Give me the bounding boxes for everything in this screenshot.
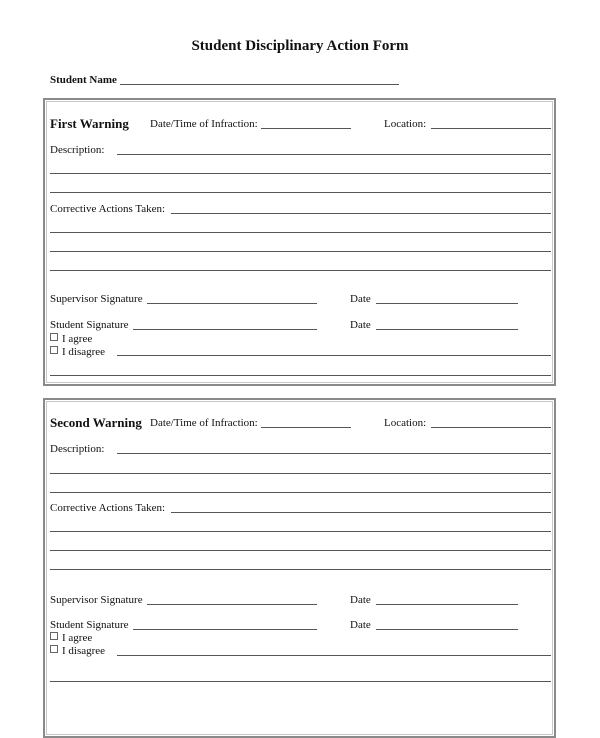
corrective-actions-label: Corrective Actions Taken: [50,203,166,215]
agree-checkbox[interactable] [50,333,58,341]
form-title: Student Disciplinary Action Form [191,38,409,54]
disagree-label: I disagree [62,346,106,358]
date-time-label: Date/Time of Infraction: [150,118,258,130]
supervisor-signature-field[interactable] [147,303,317,304]
section-heading: First Warning [50,116,129,131]
first-warning-section [43,98,556,386]
agree-option[interactable] [50,333,92,345]
section-inner-border [46,101,553,383]
corrective-actions-line[interactable] [50,531,551,532]
description-field[interactable] [117,453,551,454]
location-field[interactable] [431,427,551,428]
student-date-field[interactable] [376,329,518,330]
supervisor-date-label: Date [350,594,371,606]
corrective-actions-line[interactable] [50,569,551,570]
supervisor-date-field[interactable] [376,303,518,304]
supervisor-signature-label: Supervisor Signature [50,293,143,305]
section-inner-border [46,401,553,735]
date-time-label: Date/Time of Infraction: [150,417,258,429]
agree-label: I agree [62,632,93,644]
disagree-option[interactable] [50,346,105,358]
student-signature-label: Student Signature [50,619,129,631]
disagree-checkbox[interactable] [50,346,58,354]
description-line[interactable] [50,473,551,474]
corrective-actions-field[interactable] [171,512,551,513]
student-signature-field[interactable] [133,629,317,630]
student-date-label: Date [350,619,371,631]
agree-option[interactable] [50,632,92,644]
corrective-actions-line[interactable] [50,232,551,233]
supervisor-signature-field[interactable] [147,604,317,605]
supervisor-signature-label: Supervisor Signature [50,594,143,606]
location-label: Location: [384,417,427,429]
description-label: Description: [50,443,105,455]
student-signature-label: Student Signature [50,319,129,331]
description-field[interactable] [117,154,551,155]
disagree-label: I disagree [62,645,106,657]
disagree-option[interactable] [50,645,105,657]
comments-field[interactable] [117,655,551,656]
comments-line[interactable] [50,375,551,376]
section-heading: Second Warning [50,415,142,430]
disagree-checkbox[interactable] [50,645,58,653]
corrective-actions-line[interactable] [50,270,551,271]
date-time-field[interactable] [261,128,351,129]
agree-label: I agree [62,333,93,345]
student-name-field[interactable] [120,84,399,85]
date-time-field[interactable] [261,427,351,428]
description-line[interactable] [50,492,551,493]
agree-checkbox[interactable] [50,632,58,640]
student-date-label: Date [350,319,371,331]
comments-line[interactable] [50,681,551,682]
corrective-actions-label: Corrective Actions Taken: [50,502,166,514]
second-warning-section [43,398,556,738]
description-line[interactable] [50,173,551,174]
comments-field[interactable] [117,355,551,356]
supervisor-date-field[interactable] [376,604,518,605]
location-field[interactable] [431,128,551,129]
student-name-label: Student Name [50,74,117,86]
location-label: Location: [384,118,427,130]
corrective-actions-line[interactable] [50,251,551,252]
student-date-field[interactable] [376,629,518,630]
supervisor-date-label: Date [350,293,371,305]
description-label: Description: [50,144,105,156]
student-signature-field[interactable] [133,329,317,330]
description-line[interactable] [50,192,551,193]
corrective-actions-line[interactable] [50,550,551,551]
corrective-actions-field[interactable] [171,213,551,214]
